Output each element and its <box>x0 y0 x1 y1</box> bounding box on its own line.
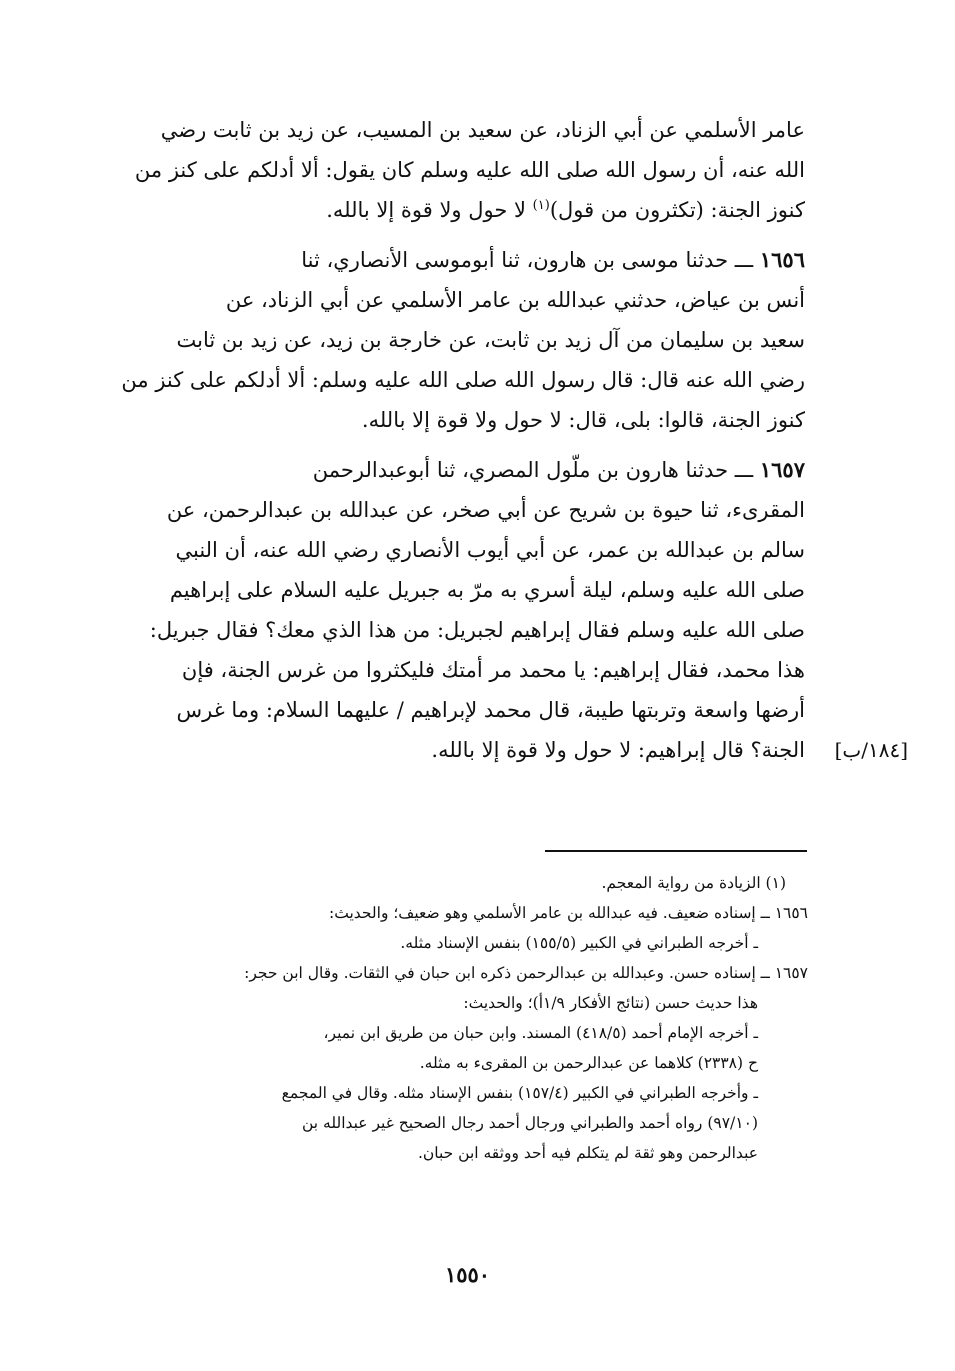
footnote-line: ١٦٥٦ ــ إسناده ضعيف. فيه عبدالله بن عامر الأسلمي وهو ضعيف؛ والحديث: <box>329 904 808 922</box>
text-line: صلى الله عليه وسلم، ليلة أسري به مرّ به جبريل عليه السلام على إبراهيم <box>169 578 805 602</box>
footnote-line: ح (٢٣٣٨) كلاهما عن عبدالرحمن بن المقرىء به مثله. <box>419 1054 758 1072</box>
text-line: أنس بن عياض، حدثني عبدالله بن عامر الأسلمي عن أبي الزناد، عن <box>225 288 805 312</box>
text-fragment: ـــ حدثنا موسى بن هارون، ثنا أبوموسى الأنصاري، ثنا <box>301 248 760 272</box>
text-fragment: كنوز الجنة: (تكثرون من قول) <box>549 198 805 222</box>
footnote-ref[interactable]: (١) <box>532 198 550 213</box>
footnote-line: عبدالرحمن وهو ثقة لم يتكلم فيه أحد ووثقه ابن حبان. <box>417 1144 758 1162</box>
footnotes <box>105 868 808 1168</box>
footnote-line: ـ أخرجه الطبراني في الكبير (١٥٥/٥) بنفس الإسناد مثله. <box>400 934 758 952</box>
text-line: الله عنه، أن رسول الله صلى الله عليه وسلم كان يقول: ألا أدلكم على كنز من <box>134 158 805 182</box>
footnote-line: (١) الزيادة من رواية المعجم. <box>601 874 786 892</box>
text-fragment: ـــ حدثنا هارون بن ملّول المصري، ثنا أبوعبدالرحمن <box>312 458 760 482</box>
text-line: كنوز الجنة، قالوا: بلى، قال: لا حول ولا قوة إلا بالله. <box>361 408 805 432</box>
text-line <box>105 450 805 490</box>
main-text <box>105 110 805 780</box>
text-line: هذا محمد، فقال إبراهيم: يا محمد مر أمتك فليكثروا من غرس الجنة، فإن <box>181 658 805 682</box>
hadith-1656 <box>105 240 805 440</box>
footnote-line: (٩٧/١٠) رواه أحمد والطبراني ورجال أحمد رجال الصحيح غير عبدالله بن <box>301 1114 758 1132</box>
footnote-line: هذا حديث حسن (نتائج الأفكار ١/٩أ)؛ والحديث: <box>463 994 758 1012</box>
footnote-line: ـ وأخرجه الطبراني في الكبير (١٥٧/٤) بنفس الإسناد مثله. وقال في المجمع <box>281 1084 758 1102</box>
text-line: الجنة؟ قال إبراهيم: لا حول ولا قوة إلا بالله. <box>431 738 805 762</box>
footnote-divider <box>545 850 807 852</box>
paragraph-continuation <box>105 110 805 230</box>
hadith-1657 <box>105 450 805 770</box>
hadith-number: ١٦٥٦ <box>759 247 805 272</box>
page-number: ١٥٥٠ <box>444 1262 491 1287</box>
footnote-line: ١٦٥٧ ــ إسناده حسن. وعبدالله بن عبدالرحمن ذكره ابن حبان في الثقات. وقال ابن حجر: <box>244 964 808 982</box>
text-line: رضي الله عنه قال: قال رسول الله صلى الله عليه وسلم: ألا أدلكم على كنز من <box>121 368 805 392</box>
footnote-line: ـ أخرجه الإمام أحمد (٤١٨/٥) المسند. وابن حبان من طريق ابن نمير، <box>323 1024 758 1042</box>
text-line: عامر الأسلمي عن أبي الزناد، عن سعيد بن المسيب، عن زيد بن ثابت رضي <box>160 118 805 142</box>
hadith-number: ١٦٥٧ <box>759 457 805 482</box>
text-line: سالم بن عبدالله بن عمر، عن أبي أيوب الأنصاري رضي الله عنه، أن النبي <box>175 538 805 562</box>
manuscript-folio-marker: [١٨٤/ب] <box>834 738 908 762</box>
text-line: سعيد بن سليمان من آل زيد بن ثابت، عن خارجة بن زيد، عن زيد بن ثابت <box>176 328 805 352</box>
text-line <box>105 190 805 230</box>
text-fragment: لا حول ولا قوة إلا بالله. <box>326 198 533 222</box>
text-line: المقرىء، ثنا حيوة بن شريح عن أبي صخر، عن عبدالله بن عبدالرحمن، عن <box>166 498 805 522</box>
text-line: أرضها واسعة وتربتها طيبة، قال محمد لإبراهيم / عليهما السلام: وما غرس <box>176 698 805 722</box>
text-line: صلى الله عليه وسلم فقال إبراهيم لجبريل: من هذا الذي معك؟ فقال جبريل: <box>149 618 805 642</box>
text-line <box>105 240 805 280</box>
